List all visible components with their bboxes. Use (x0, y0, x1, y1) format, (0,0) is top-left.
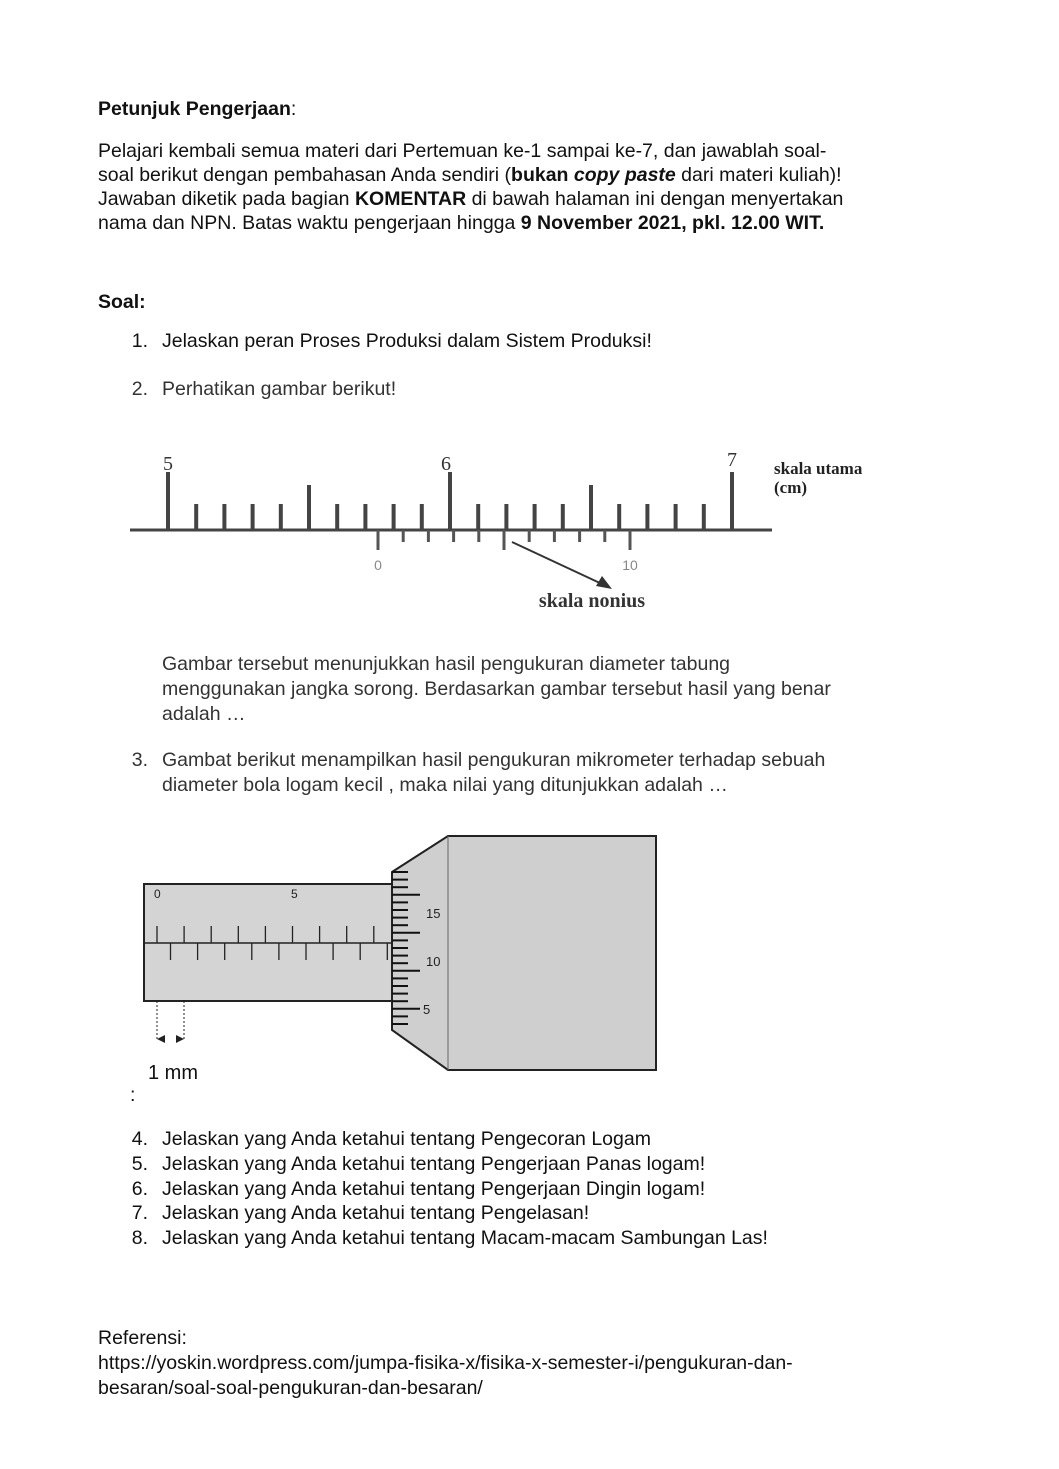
deadline: 9 November 2021, pkl. 12.00 WIT. (520, 212, 825, 234)
question-text: Jelaskan yang Anda ketahui tentang Pengecoran Logam (162, 1128, 651, 1150)
main-label-7: 7 (727, 449, 737, 471)
question-3-line-2: diameter bola logam kecil , maka nilai yang ditunjukkan adalah … (162, 774, 728, 796)
question-text: Perhatikan gambar berikut! (162, 378, 397, 400)
main-label-5: 5 (163, 453, 173, 475)
instructions-heading-line (98, 97, 296, 122)
main-scale-unit: (cm) (774, 478, 808, 497)
instructions-line-3 (98, 187, 843, 212)
text-bold-italic: copy paste (573, 164, 676, 186)
sleeve-label-5: 5 (291, 887, 298, 901)
main-scale-label: skala utama (774, 459, 863, 478)
question-number: 8. (131, 1227, 148, 1249)
main-scale-ticks (168, 472, 732, 530)
list-item (0, 1201, 1059, 1226)
reference-url-line-2[interactable]: besaran/soal-soal-pengukuran-dan-besaran/ (98, 1377, 483, 1399)
question-2-desc-1: Gambar tersebut menunjukkan hasil pengukuran diameter tabung (162, 653, 731, 675)
question-text: Jelaskan yang Anda ketahui tentang Pengerjaan Panas logam! (162, 1153, 706, 1175)
question-2-desc-2: menggunakan jangka sorong. Berdasarkan gambar tersebut hasil yang benar (162, 678, 831, 700)
pointer-arrow-line (512, 542, 602, 584)
instructions-line-1: Pelajari kembali semua materi dari Pertemuan ke-1 sampai ke-7, dan jawablah soal- (98, 140, 827, 162)
instructions-line-2 (98, 163, 842, 188)
vernier-label-10: 10 (622, 557, 638, 573)
vernier-scale-ticks (378, 530, 630, 550)
unit-label: 1 mm (148, 1062, 198, 1084)
vernier-caliper-figure (120, 440, 950, 620)
text-run: soal berikut dengan pembahasan Anda sendiri ( (98, 164, 512, 186)
list-item (0, 1226, 1059, 1251)
pointer-arrow-head (596, 576, 612, 589)
vernier-scale-label: skala nonius (538, 590, 646, 612)
question-number: 6. (131, 1178, 148, 1200)
question-number: 3. (131, 749, 148, 771)
dim-arrow-right (176, 1035, 184, 1043)
question-number: 2. (131, 378, 148, 400)
text-bold: bukan (511, 164, 574, 186)
text-run: dari materi kuliah)! (675, 164, 842, 186)
reference-url-line-1[interactable]: https://yoskin.wordpress.com/jumpa-fisika-x/fisika-x-semester-i/pengukuran-dan- (98, 1352, 793, 1374)
question-number: 1. (131, 330, 148, 352)
question-number: 5. (131, 1153, 148, 1175)
thimble-label-15: 15 (426, 906, 441, 921)
sleeve-label-0: 0 (154, 887, 161, 901)
text-run: nama dan NPN. Batas waktu pengerjaan hingga (98, 212, 521, 234)
thimble-label-10: 10 (426, 954, 441, 969)
reference-label: Referensi: (98, 1327, 187, 1349)
question-number: 4. (131, 1128, 148, 1150)
list-item (0, 1177, 1059, 1202)
question-text: Jelaskan peran Proses Produksi dalam Sistem Produksi! (162, 330, 652, 352)
question-2-desc-3: adalah … (162, 703, 246, 725)
stray-colon: : (130, 1084, 136, 1106)
text-bold: KOMENTAR (354, 188, 467, 210)
thimble-label-5: 5 (423, 1002, 431, 1017)
main-label-6: 6 (441, 453, 451, 475)
dim-arrow-left (157, 1035, 165, 1043)
list-item (0, 1127, 1059, 1152)
list-item (0, 1152, 1059, 1177)
heading-colon: : (290, 98, 297, 120)
micrometer-figure (130, 830, 670, 1090)
thimble (392, 836, 656, 1070)
text-run: Jawaban diketik pada bagian (98, 188, 355, 210)
question-text: Gambat berikut menampilkan hasil pengukuran mikrometer terhadap sebuah (162, 749, 826, 771)
question-number: 7. (131, 1202, 148, 1224)
soal-heading: Soal: (98, 291, 146, 313)
vernier-label-0: 0 (374, 557, 382, 573)
question-text: Jelaskan yang Anda ketahui tentang Pengerjaan Dingin logam! (162, 1178, 706, 1200)
instructions-line-4 (98, 211, 824, 236)
question-text: Jelaskan yang Anda ketahui tentang Macam-macam Sambungan Las! (162, 1227, 768, 1249)
instructions-heading: Petunjuk Pengerjaan (98, 98, 291, 120)
question-text: Jelaskan yang Anda ketahui tentang Pengelasan! (162, 1202, 590, 1224)
text-run: di bawah halaman ini dengan menyertakan (466, 188, 844, 210)
